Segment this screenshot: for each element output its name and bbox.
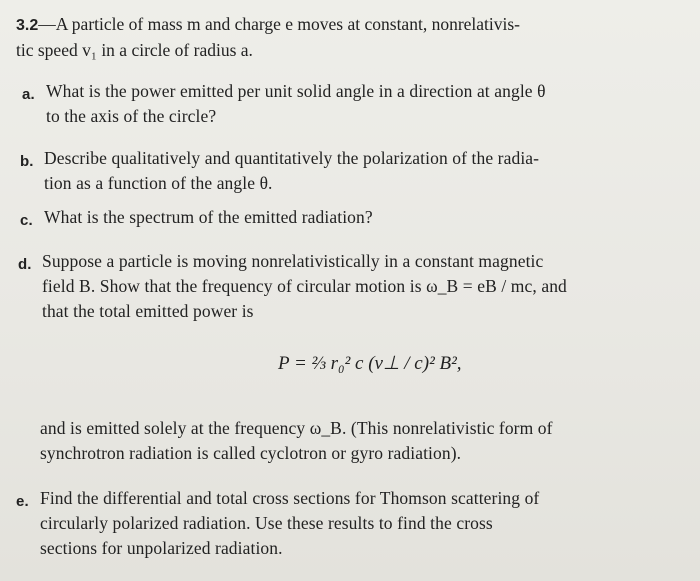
- item-e: [16, 486, 686, 561]
- item-d-continuation: [16, 416, 686, 466]
- problem-statement: [16, 12, 686, 63]
- item-d: [18, 249, 683, 324]
- item-a-line-2: to the axis of the circle?: [46, 106, 217, 126]
- problem-text-line-2: tic speed v₁ in a circle of radius a.: [16, 40, 253, 60]
- item-d-line-3: that the total emitted power is: [42, 301, 254, 321]
- item-d-cont-line-1: and is emitted solely at the frequency ω_B. (This nonrelativistic form of: [40, 418, 553, 438]
- problem-line-1: [16, 12, 686, 38]
- item-d-line-2: field B. Show that the frequency of circular motion is ω_B = eB / mc, and: [42, 276, 567, 296]
- power-formula: P = ⅔ r₀² c (v⊥ / c)² B²,: [278, 353, 462, 374]
- item-b-label: b.: [20, 153, 34, 170]
- item-d-label: d.: [18, 256, 32, 273]
- item-b-line-1: Describe qualitatively and quantitatively the polarization of the radia-: [44, 148, 540, 168]
- item-c-label: c.: [20, 212, 33, 229]
- item-c-line-1: What is the spectrum of the emitted radiation?: [44, 207, 373, 227]
- item-e-line-1: Find the differential and total cross sections for Thomson scattering of: [40, 488, 540, 508]
- item-d-line-1: Suppose a particle is moving nonrelativistically in a constant magnetic: [42, 251, 544, 271]
- item-a-line-1: What is the power emitted per unit solid angle in a direction at angle θ: [46, 81, 546, 101]
- item-a: [22, 79, 687, 129]
- item-b: [20, 146, 685, 196]
- item-d-cont-line-2: synchrotron radiation is called cyclotron or gyro radiation).: [40, 443, 462, 463]
- item-e-line-2: circularly polarized radiation. Use these results to find the cross: [40, 513, 493, 533]
- item-b-line-2: tion as a function of the angle θ.: [44, 173, 273, 193]
- item-a-label: a.: [22, 86, 35, 103]
- problem-text-line-1: —A particle of mass m and charge e moves at constant, nonrelativis-: [38, 14, 521, 34]
- item-e-line-3: sections for unpolarized radiation.: [40, 538, 283, 558]
- item-e-label: e.: [16, 493, 29, 510]
- item-c: [20, 205, 685, 230]
- problem-number: 3.2: [16, 17, 39, 34]
